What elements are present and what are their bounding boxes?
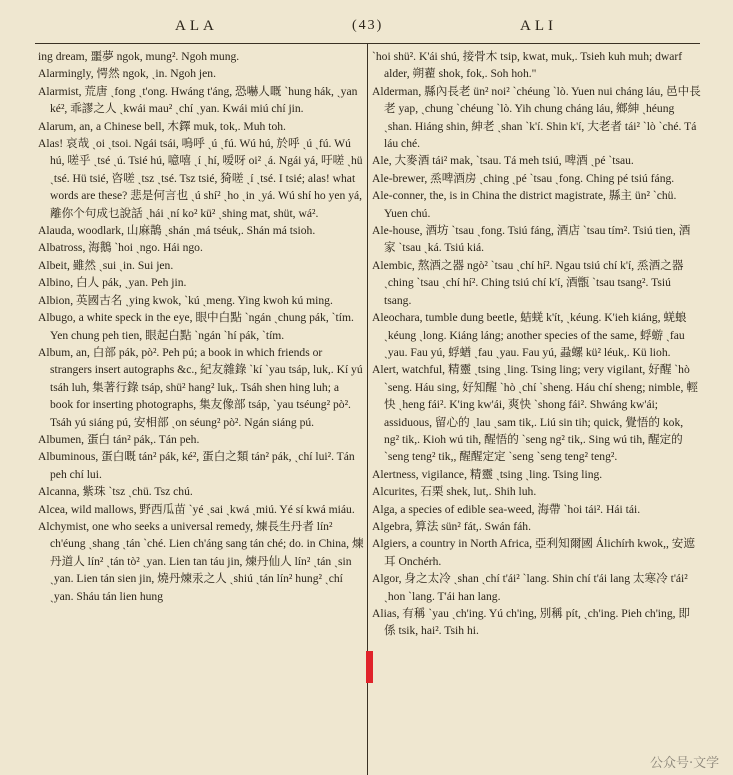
dictionary-entry: Alert, watchful, 精靈 ˏtsing ˏling. Tsing ling; very vigilant, 好醒 ˋhò ˋseng. Háu sing, 好知醒 ˋhò ˏchí ˋsheng. Háu chí sheng; nimble, 輕快 ˏheng fái². K'ing kw'ái, 爽快 ˋshong fái². Shwáng kw'ái; assiduous, 留心的 ˏlau ˏsam tik,. Liú sin tih; quick, 覺悟的 kok, ng² tik,. Kioh wú tih, 醒悟的 ˋseng ng² tik,. Sing wú tih, 醒定的 ˋseng teng² tik,, 醒醒定定 ˋseng ˋseng teng² teng². <box>372 363 698 464</box>
dictionary-entry: Alertness, vigilance, 精靈 ˏtsing ˏling. Tsing ling. <box>372 467 603 481</box>
dictionary-entry: Ale-house, 酒坊 ˋtsau ˏfong. Tsiú fáng, 酒店 ˋtsau tím². Tsiú tien, 酒家 ˋtsau ˏká. Tsiú kiá. <box>372 224 691 255</box>
dictionary-entry: Alderman, 縣內長老 ün² noi² ˋchéung ˋlò. Yuen nui cháng láu, 邑中長老 yap, ˏchung ˋchéung ˋlò. Yih chung cháng láu, 鄉紳 ˏhéung ˏshan. Hiáng shin, 紳老 ˏshan ˋk'í. Shin k'í, 大老者 tái² ˋlò ˋché. Tá láu ché. <box>372 84 701 151</box>
dictionary-entry: Alias, 有稱 ˋyau ˏch'ing. Yú ch'ing, 別稱 pít, ˏch'ing. Pieh ch'ing, 即係 tsik, hai². Tsih hi. <box>372 607 691 638</box>
dictionary-entry: Alarmingly, 愕然 ngok, ˏin. Ngoh jen. <box>38 67 216 81</box>
dictionary-entry: Albumen, 蛋白 tán² pák,. Tán peh. <box>38 432 200 446</box>
dictionary-entry: Albugo, a white speck in the eye, 眼中白點 ˋngán ˏchung pák, ˋtím. Yen chung peh tien, 眼起白點 ˋngán ˋhí pák, ˋtím. <box>38 311 354 342</box>
dictionary-entry: Alcea, wild mallows, 野西瓜苗 ˋyé ˏsai ˏkwá ˏmiú. Yé sí kwá miáu. <box>38 502 355 516</box>
dictionary-entry: Alcurites, 石栗 shek, lut,. Shih luh. <box>372 485 537 499</box>
dictionary-entry: Alga, a species of edible sea-weed, 海帶 ˋhoi tái². Hái tái. <box>372 502 641 516</box>
dictionary-entry: Ale-brewer, 烝啤酒房 ˏching ˏpé ˋtsau ˏfong. Ching pé tsiú fáng. <box>372 171 675 185</box>
dictionary-entry: ˋhoi shü². K'ái shú, 接骨木 tsip, kwat, muk,. Tsieh kuh muh; dwarf alder, 朔藋 shok, fok,. Soh hoh." <box>372 50 683 81</box>
page-header <box>0 14 733 44</box>
right-column <box>372 48 701 775</box>
left-column <box>38 48 365 775</box>
dictionary-entry: Alauda, woodlark, 山麻鵲 ˏshán ˏmá tséuk,. Shán má tsioh. <box>38 224 316 238</box>
dictionary-entry: Alarum, an, a Chinese bell, 木鐸 muk, tok,. Muh toh. <box>38 119 286 133</box>
dictionary-entry: Alcanna, 紫珠 ˋtsz ˏchü. Tsz chú. <box>38 485 193 499</box>
dictionary-entry: Ale, 大麥酒 tái² mak, ˋtsau. Tá meh tsiú, 啤酒 ˏpé ˋtsau. <box>372 154 634 168</box>
dictionary-entry: Ale-conner, the, is in China the district magistrate, 縣主 ün² ˋchü. Yuen chú. <box>372 189 677 220</box>
dictionary-entry: Algor, 身之太冷 ˏshan ˏchí t'ái² ˋlang. Shin chí t'ái lang 太寒冷 t'ái² ˏhon ˋlang. T'ái han lang. <box>372 572 688 603</box>
dictionary-entry: ing dream, 噩夢 ngok, mung². Ngoh mung. <box>38 50 240 63</box>
page-number: (43) <box>352 18 384 33</box>
dictionary-entry: Alarmist, 荒唐 ˏfong ˏt'ong. Hwáng t'áng, 恐嚇人嘅 ˋhung hák, ˏyan ké², 乖謬之人 ˏkwái mau² ˏchí ˏyan. Kwái miú chí jin. <box>38 84 358 116</box>
dictionary-entry: Albeit, 雖然 ˏsui ˏin. Sui jen. <box>38 258 174 272</box>
dictionary-entry: Aleochara, tumble dung beetle, 蛣蜣 k'ít, ˏkéung. K'ieh kiáng, 蜣蜋 ˏkéung ˏlong. Kiáng láng; another species of the same, 蜉蝣 ˏfau ˏyau. Fau yú, 蜉蝤 ˏfau ˏyau. Fau yú, 蝨螺 kü² léuk,. Kü lioh. <box>372 311 687 359</box>
dictionary-entry: Alas! 哀哉 ˏoi ˏtsoi. Ngái tsái, 嗚呼 ˏú ˏfú. Wú hú, 於呼 ˏú ˏfú. Wú hú, 嗟乎 ˏtsé ˏú. Tsié hú, 噫嘻 ˏí ˏhí, 嗳呀 oi² ˏá. Ngái yá, 吁嗟 ˏhü ˏtsé. Hü tsié, 咨嗟 ˏtsz ˏtsé. Tsz tsié, 猗嗟 ˏí ˏtsé. I tsié; alas! what words are these? 悲是何言也 ˏú shí² ˏho ˏin ˏyá. Wú shí ho yen yá, 離你个句成乜說話 ˏhái ˏní ko² kü² ˏshing mat, shüt, wá². <box>38 137 363 220</box>
dictionary-entry: Algebra, 算法 sün² fát,. Swán fáh. <box>372 519 531 533</box>
dictionary-entry: Alembic, 熬酒之器 ngò² ˋtsau ˏchí hí². Ngau tsiú chí k'í, 烝酒之器 ˏching ˋtsau ˏchí hí². Ching tsiú chí k'í, 酒甑 ˋtsau tsang². Tsiú tsang. <box>372 258 684 307</box>
header-right-keyword: ALI <box>520 18 557 34</box>
dictionary-entry: Algiers, a country in North Africa, 亞利知爾國 Álichírh kwok,, 安遮耳 Onchérh. <box>372 537 695 568</box>
dictionary-entry: Albion, 英國古名 ˏying kwok, ˋkú ˏmeng. Ying kwoh kú ming. <box>38 293 333 307</box>
dictionary-entry: Albatross, 海鵝 ˋhoi ˏngo. Hái ngo. <box>38 241 203 255</box>
dictionary-entry: Alchymist, one who seeks a universal remedy, 煉長生丹者 lín² ch'éung ˏshang ˏtán ˋché. Lien ch'áng sang tán ché; do. in China, 煉丹道人 lín² ˏtán tò² ˏyan. Lien tan táu jin, 煉丹仙人 lín² ˏtán ˏsin ˏyan. Lien tán sien jin, 燒丹煉汞之人 ˏshiú ˏtán lín² hung² ˏchí ˏyan. Sháu tán lien hung <box>38 519 364 603</box>
watermark-text: 公众号·文学 <box>650 756 720 771</box>
dictionary-entry: Albino, 白人 pák, ˏyan. Peh jin. <box>38 276 187 290</box>
header-left-keyword: ALA <box>175 18 218 34</box>
red-position-marker <box>366 651 373 683</box>
dictionary-entry: Album, an, 白部 pák, pò². Peh pú; a book in which friends or strangers insert autographs &c., 紀友雜錄 ˋkí ˋyau tsáp, luk,. Kí yú tsáh luh, 集著行錄 tsáp, shü² hang² luk,. Tsáh shen hing luh; a book for inserting photographs, 集友像部 tsáp, ˋyau tséung² pò². Tsáh yú siáng pú, 安相部 ˏon séung² pò². Ngán siáng pú. <box>38 345 363 429</box>
dictionary-entry: Albuminous, 蛋白嘅 tán² pák, ké², 蛋白之類 tán² pák, ˏchí lui². Tán peh chí lui. <box>38 450 355 481</box>
